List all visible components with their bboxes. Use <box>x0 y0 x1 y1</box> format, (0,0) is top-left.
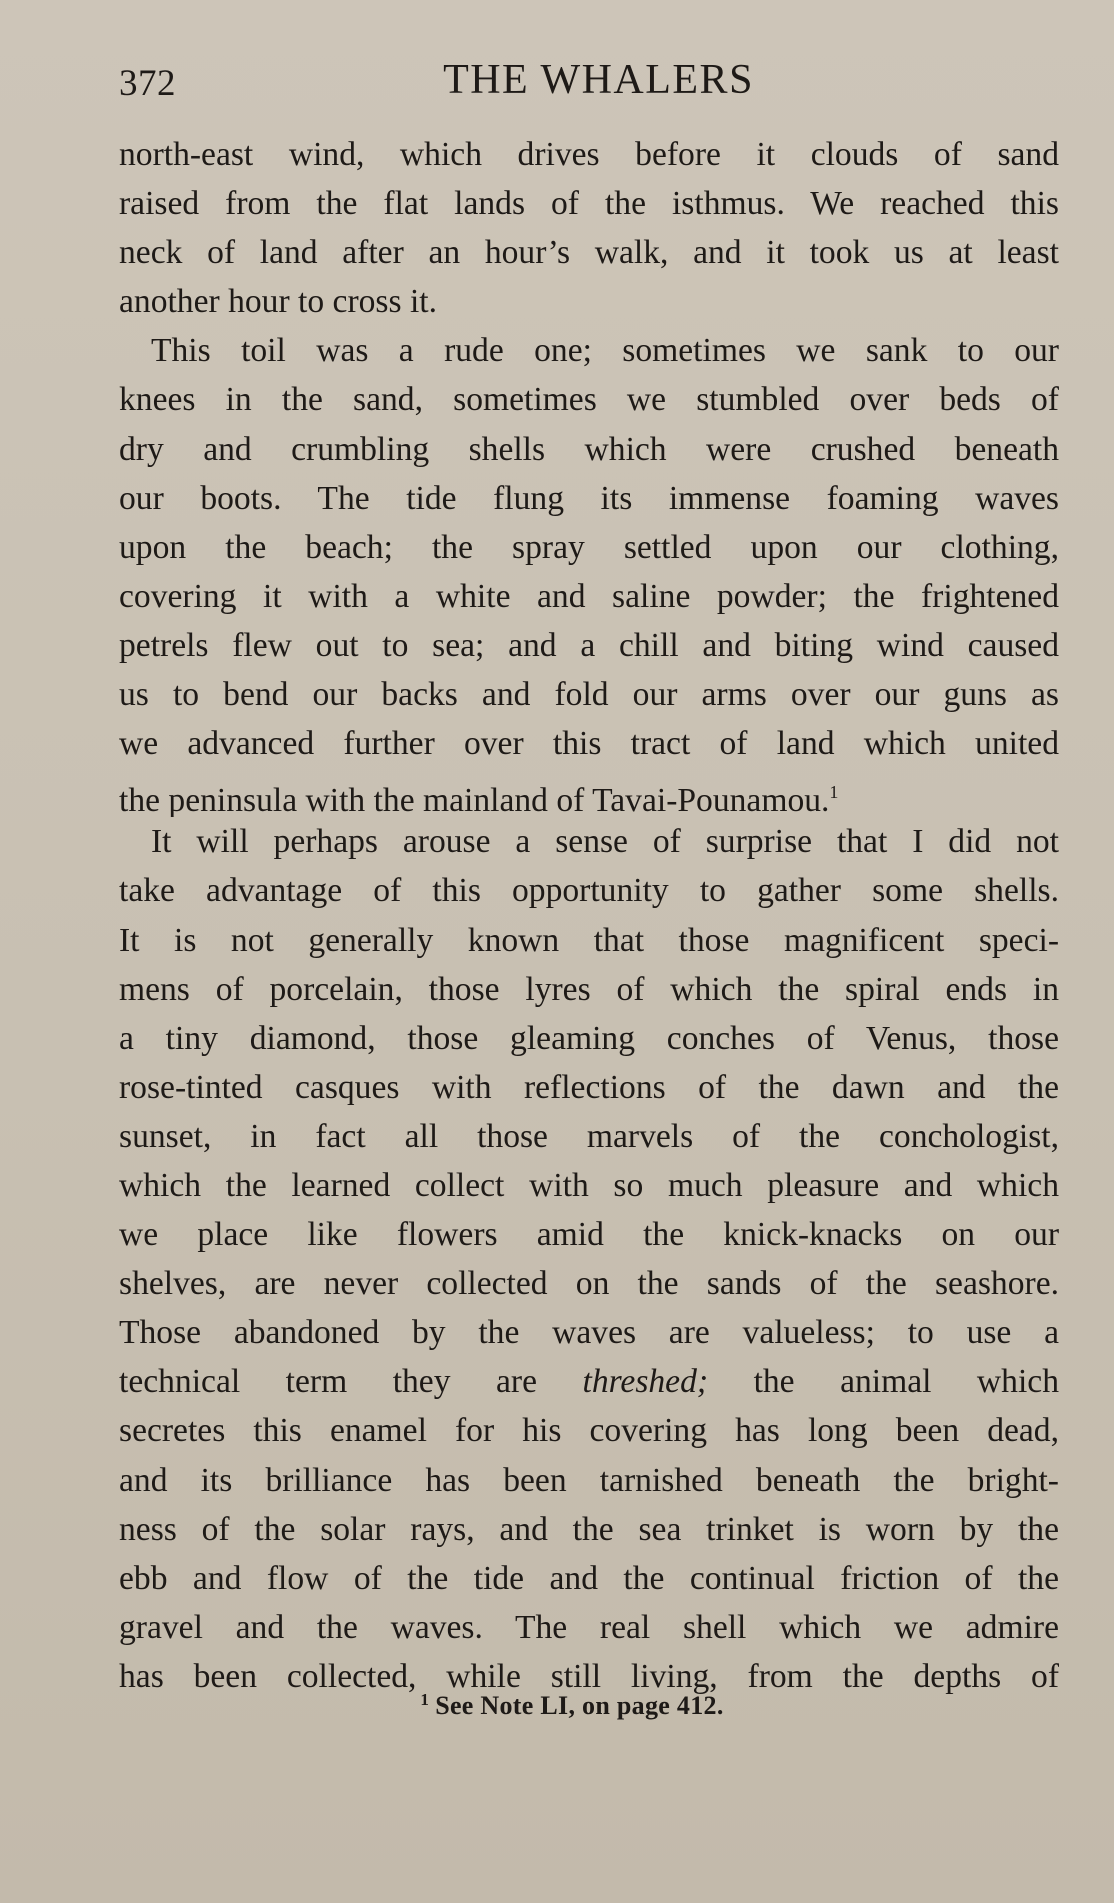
text-line: north-east wind, which drives before it clouds of sand <box>119 136 1059 173</box>
text-line: we advanced further over this tract of land which united <box>119 725 1059 763</box>
text-line: we place like flowers amid the knick-knacks on our <box>119 1216 1059 1254</box>
text-line: upon the beach; the spray settled upon our clothing, <box>119 528 1059 566</box>
text-line: which the learned collect with so much pleasure and which <box>119 1166 1059 1204</box>
text-line: ebb and flow of the tide and the continual friction of the <box>119 1559 1059 1597</box>
text-line: covering it with a white and saline powder; the frightened <box>119 577 1059 615</box>
text-line: gravel and the waves. The real shell which we admire <box>119 1608 1059 1646</box>
footnote-reference: 1 <box>829 782 839 803</box>
page-header <box>119 48 1058 112</box>
text-line: and its brilliance has been tarnished beneath the bright- <box>119 1461 1059 1499</box>
text-line: shelves, are never collected on the sands of the seashore. <box>119 1265 1059 1303</box>
text-line: mens of porcelain, those lyres of which the spiral ends in <box>119 970 1059 1008</box>
text-line-content: technical term they are <box>119 1363 537 1401</box>
text-line: rose-tinted casques with reflections of the dawn and the <box>119 1068 1059 1106</box>
text-line: neck of land after an hour’s walk, and it took us at least <box>119 234 1059 272</box>
text-line: ness of the solar rays, and the sea trinket is worn by the <box>119 1510 1059 1548</box>
text-line: has been collected, while still living, from the depths of <box>119 1657 1059 1695</box>
text-line: knees in the sand, sometimes we stumbled over beds of <box>119 381 1059 419</box>
italic-term: threshed; <box>582 1363 709 1401</box>
text-line: us to bend our backs and fold our arms over our guns as <box>119 676 1059 714</box>
page-number: 372 <box>119 63 176 104</box>
text-line: It is not generally known that those magnificent speci- <box>119 921 1059 959</box>
text-line: another hour to cross it. <box>119 283 437 321</box>
text-line: Those abandoned by the waves are valueless; to use a <box>119 1314 1059 1352</box>
footnote-text: See Note LI, on page 412. <box>435 1691 724 1720</box>
text-line <box>119 1357 1059 1406</box>
footnote <box>0 1690 1114 1721</box>
footnote-marker: 1 <box>420 1690 430 1709</box>
text-line: secretes this enamel for his covering has long been dead, <box>119 1412 1059 1450</box>
text-line-content: the peninsula with the mainland of Tavai-Pounamou. <box>119 782 830 818</box>
text-line: a tiny diamond, those gleaming conches of Venus, those <box>119 1019 1059 1057</box>
text-line: raised from the flat lands of the isthmus. We reached this <box>119 185 1059 223</box>
text-line: sunset, in fact all those marvels of the conchologist, <box>119 1117 1059 1155</box>
text-line: petrels flew out to sea; and a chill and biting wind caused <box>119 626 1059 664</box>
running-title: THE WHALERS <box>443 57 754 103</box>
text-line: dry and crumbling shells which were crushed beneath <box>119 430 1059 468</box>
text-line: our boots. The tide flung its immense foaming waves <box>119 479 1059 517</box>
text-line <box>119 768 1059 817</box>
text-line: take advantage of this opportunity to gather some shells. <box>119 872 1059 910</box>
text-line: It will perhaps arouse a sense of surprise that I did not <box>151 823 1059 861</box>
body-text <box>119 130 1059 1701</box>
text-line: This toil was a rude one; sometimes we sank to our <box>151 332 1059 370</box>
text-line-content: the animal which <box>753 1363 1059 1401</box>
